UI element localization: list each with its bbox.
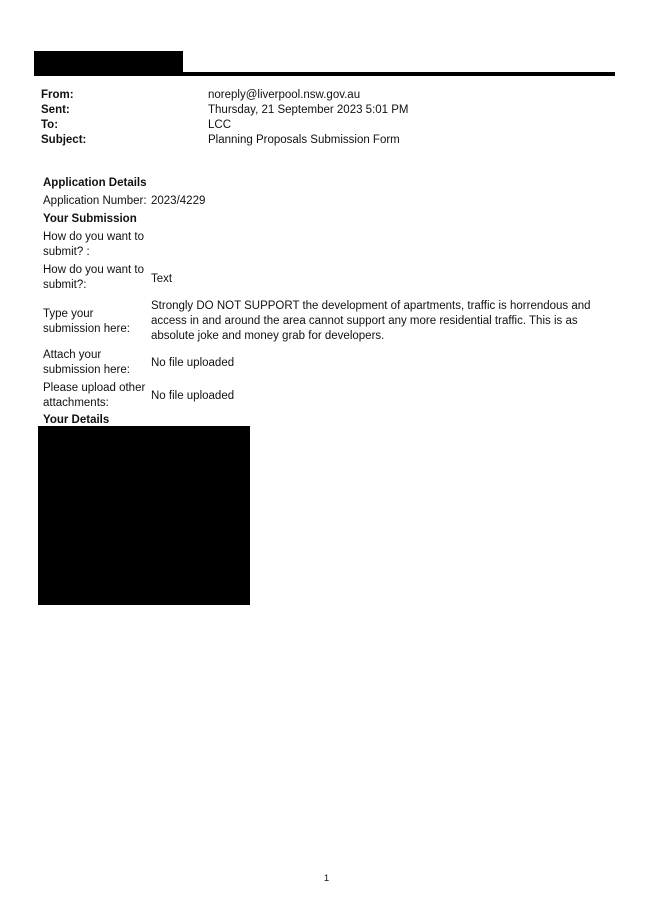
redaction-block-header bbox=[34, 51, 183, 72]
how-submit-label-2: How do you want to submit?: bbox=[43, 264, 145, 291]
redaction-block-details bbox=[38, 426, 250, 605]
how-submit-row-2 bbox=[43, 263, 613, 293]
application-number-label: Application Number: bbox=[43, 195, 147, 207]
page-number: 1 bbox=[323, 873, 330, 884]
application-number-row bbox=[43, 194, 613, 209]
type-submission-label: Type your submission here: bbox=[43, 307, 130, 335]
from-value: noreply@liverpool.nsw.gov.au bbox=[208, 89, 361, 101]
to-label: To: bbox=[41, 119, 59, 131]
application-details-title: Application Details bbox=[43, 177, 147, 189]
other-attachments-row bbox=[43, 381, 613, 411]
sent-value: Thursday, 21 September 2023 5:01 PM bbox=[208, 104, 409, 116]
attach-submission-value: No file uploaded bbox=[151, 356, 235, 369]
type-submission-row bbox=[43, 299, 613, 344]
attach-submission-row bbox=[43, 348, 613, 378]
application-number-value: 2023/4229 bbox=[151, 195, 206, 207]
how-submit-label-1: How do you want to submit? : bbox=[43, 231, 145, 258]
your-details-title: Your Details bbox=[43, 414, 110, 426]
subject-label: Subject: bbox=[41, 134, 87, 146]
submission-form bbox=[43, 176, 613, 428]
to-value: LCC bbox=[208, 119, 232, 131]
other-attachments-label: Please upload other attachments: bbox=[43, 382, 146, 409]
your-submission-title: Your Submission bbox=[43, 213, 137, 225]
type-submission-value: Strongly DO NOT SUPPORT the development of apartments, traffic is horrendous and access in and around the area cannot support any more residential traffic. This is as absolute joke and money grab for developers. bbox=[151, 300, 591, 342]
header-rule bbox=[34, 72, 615, 76]
how-submit-value-2: Text bbox=[151, 272, 173, 285]
other-attachments-value: No file uploaded bbox=[151, 389, 235, 402]
subject-value: Planning Proposals Submission Form bbox=[208, 134, 400, 146]
attach-submission-label: Attach your submission here: bbox=[43, 349, 130, 376]
email-from-row bbox=[41, 88, 601, 103]
email-subject-row bbox=[41, 133, 601, 148]
email-sent-row bbox=[41, 103, 601, 118]
email-header bbox=[41, 88, 601, 148]
email-to-row bbox=[41, 118, 601, 133]
how-submit-row-1 bbox=[43, 230, 613, 260]
sent-label: Sent: bbox=[41, 104, 70, 116]
from-label: From: bbox=[41, 89, 74, 101]
